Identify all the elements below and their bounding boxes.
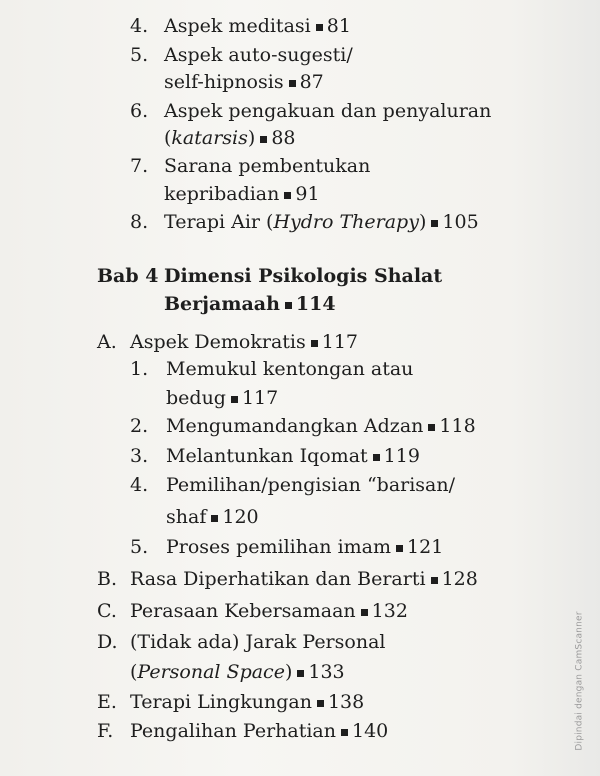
square-bullet-icon bbox=[289, 80, 296, 87]
toc-entry-text bbox=[164, 154, 370, 178]
toc-entry-text bbox=[130, 567, 478, 591]
toc-text-part: shaf bbox=[166, 506, 207, 528]
toc-text-part: Mengumandangkan Adzan bbox=[166, 415, 424, 437]
toc-entry-text bbox=[130, 330, 358, 354]
square-bullet-icon bbox=[317, 700, 324, 707]
toc-number: A. bbox=[97, 331, 117, 353]
toc-text-part: Rasa Diperhatikan dan Berarti bbox=[130, 568, 426, 590]
toc-text-part: ( bbox=[164, 127, 172, 149]
toc-number: 7. bbox=[130, 155, 149, 177]
toc-entry-text bbox=[164, 182, 320, 206]
toc-number: 4. bbox=[130, 474, 149, 496]
toc-entry-text bbox=[164, 264, 442, 288]
toc-text-part: ) bbox=[418, 211, 427, 233]
toc-entry-text bbox=[166, 386, 278, 410]
toc-number: C. bbox=[97, 600, 117, 622]
square-bullet-icon bbox=[211, 515, 218, 522]
square-bullet-icon bbox=[341, 729, 348, 736]
square-bullet-icon bbox=[431, 220, 438, 227]
toc-entry-text bbox=[130, 630, 385, 654]
toc-number: 5. bbox=[130, 536, 149, 558]
toc-text-part: Terapi Air ( bbox=[164, 211, 274, 233]
toc-number: 5. bbox=[130, 44, 149, 66]
toc-number: 2. bbox=[130, 415, 149, 437]
square-bullet-icon bbox=[373, 454, 380, 461]
page-number: 140 bbox=[352, 720, 389, 742]
toc-number: B. bbox=[97, 568, 118, 590]
square-bullet-icon bbox=[260, 136, 267, 143]
toc-text-part: Melantunkan Iqomat bbox=[166, 445, 368, 467]
toc-entry-text bbox=[166, 505, 259, 529]
page-number: 117 bbox=[321, 331, 359, 353]
square-bullet-icon bbox=[297, 670, 304, 677]
page-number: 119 bbox=[383, 445, 420, 467]
page-number: 133 bbox=[308, 661, 345, 683]
toc-number: 4. bbox=[130, 15, 149, 37]
toc-text-part: ) bbox=[284, 661, 293, 683]
toc-text-part: Memukul kentongan atau bbox=[166, 358, 414, 380]
toc-text-part: Berjamaah bbox=[164, 293, 280, 315]
page-number: 132 bbox=[371, 600, 408, 622]
camscanner-watermark bbox=[574, 600, 596, 770]
page-number: 118 bbox=[439, 415, 476, 437]
toc-entry-text bbox=[166, 414, 476, 438]
square-bullet-icon bbox=[285, 302, 292, 309]
toc-number: 3. bbox=[130, 445, 149, 467]
square-bullet-icon bbox=[231, 396, 238, 403]
toc-entry-text bbox=[164, 14, 351, 38]
toc-text-part: Pengalihan Perhatian bbox=[130, 720, 336, 742]
page-number: 120 bbox=[222, 506, 259, 528]
page-number: 91 bbox=[295, 183, 320, 205]
toc-entry-text bbox=[164, 292, 336, 316]
toc-number: 1. bbox=[130, 358, 149, 380]
page-number: 87 bbox=[299, 71, 324, 93]
toc-entry-text bbox=[164, 210, 479, 234]
toc-text-part: self-hipnosis bbox=[164, 71, 284, 93]
toc-entry-text bbox=[130, 690, 364, 714]
toc-number: 8. bbox=[130, 211, 149, 233]
watermark-text: Dipindai dengan CamScanner bbox=[574, 611, 585, 751]
toc-entry-text bbox=[166, 473, 455, 497]
toc-entry-text bbox=[166, 535, 443, 559]
toc-text-part: Hydro Therapy bbox=[273, 211, 419, 233]
page-number: 105 bbox=[442, 211, 479, 233]
toc-text-part: Personal Space bbox=[137, 661, 285, 683]
toc-entry-text bbox=[130, 660, 345, 684]
page-number: 117 bbox=[241, 387, 279, 409]
toc-entry-text bbox=[166, 357, 413, 381]
toc-text-part: Perasaan Kebersamaan bbox=[130, 600, 356, 622]
square-bullet-icon bbox=[361, 609, 368, 616]
toc-text-part: Sarana pembentukan bbox=[164, 155, 371, 177]
square-bullet-icon bbox=[396, 545, 403, 552]
toc-text-part: Proses pemilihan imam bbox=[166, 536, 392, 558]
page-number: 81 bbox=[326, 15, 351, 37]
page-number: 88 bbox=[271, 127, 296, 149]
toc-text-part: (Tidak ada) Jarak Personal bbox=[130, 631, 386, 653]
square-bullet-icon bbox=[428, 424, 435, 431]
page-number: 128 bbox=[441, 568, 478, 590]
square-bullet-icon bbox=[316, 24, 323, 31]
toc-text-part: katarsis bbox=[171, 127, 248, 149]
toc-text-part: kepribadian bbox=[164, 183, 280, 205]
page-number: 138 bbox=[327, 691, 365, 713]
toc-entry-text bbox=[164, 70, 324, 94]
toc-number: D. bbox=[97, 631, 118, 653]
toc-entry-text bbox=[166, 444, 420, 468]
toc-text-part: Dimensi Psikologis Shalat bbox=[164, 265, 443, 287]
toc-entry-text bbox=[164, 43, 353, 67]
toc-text-part: Aspek auto-sugesti/ bbox=[164, 44, 353, 66]
page-number: 121 bbox=[407, 536, 444, 558]
toc-entry-text bbox=[164, 99, 491, 123]
toc-text-part: Aspek meditasi bbox=[164, 15, 311, 37]
toc-text-part: ( bbox=[130, 661, 138, 683]
toc-number: E. bbox=[97, 691, 117, 713]
page-number: 114 bbox=[295, 293, 336, 315]
toc-number: 6. bbox=[130, 100, 149, 122]
toc-number: F. bbox=[97, 720, 114, 742]
toc-number: Bab 4 bbox=[97, 265, 159, 287]
toc-text-part: Terapi Lingkungan bbox=[130, 691, 312, 713]
toc-text-part: Aspek Demokratis bbox=[130, 331, 306, 353]
toc-entry-text bbox=[130, 599, 408, 623]
toc-entry-text bbox=[130, 719, 388, 743]
toc-text-part: ) bbox=[247, 127, 256, 149]
square-bullet-icon bbox=[284, 192, 291, 199]
toc-text-part: Pemilihan/pengisian “barisan/ bbox=[166, 474, 456, 496]
toc-text-part: bedug bbox=[166, 387, 226, 409]
square-bullet-icon bbox=[431, 577, 438, 584]
toc-entry-text bbox=[164, 126, 296, 150]
toc-text-part: Aspek pengakuan dan penyaluran bbox=[164, 100, 492, 122]
square-bullet-icon bbox=[311, 340, 318, 347]
